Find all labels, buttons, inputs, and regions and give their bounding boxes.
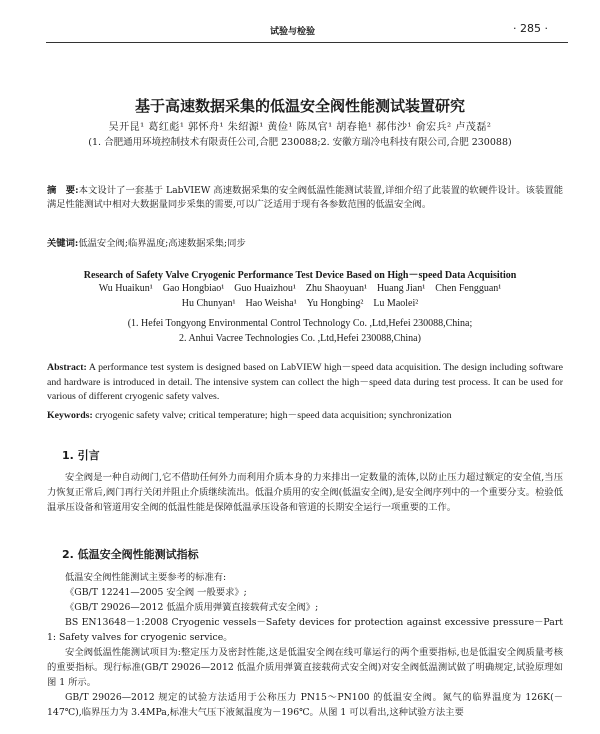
section-2-heading: 2. 低温安全阀性能测试指标: [62, 548, 199, 561]
authors-english-line: Wu Huaikun¹ Gao Hongbiao¹ Guo Huaizhou¹ Zhu Shaoyuan¹ Huang Jian¹ Chen Fengguan¹: [98, 283, 502, 294]
section-2-intro: 低温安全阀性能测试主要参考的标准有:: [65, 572, 227, 583]
abstract-chinese: [47, 184, 563, 212]
affiliation-english: [0, 316, 600, 346]
keywords-english: [47, 407, 563, 421]
journal-section-title: 试验与检验: [270, 27, 316, 37]
keywords-chinese-label: 关键词:: [47, 238, 79, 249]
section-2-paragraph: GB/T 29026—2012 规定的试验方法适用于公称压力 PN15～PN100 的低温安全阀。氮气的临界温度为 126K(－147℃),临界压力为 3.4MPa,标准大气压下液氮温度为－196℃。从图 1 可以看出,这种试验方法主要: [47, 692, 563, 718]
affiliation-chinese: (1. 合肥通用环境控制技术有限责任公司,合肥 230088;2. 安徽方瑞冷电科技有限公司,合肥 230088): [88, 137, 512, 148]
section-1-heading: 1. 引言: [62, 449, 100, 462]
section-2-body: [47, 570, 563, 720]
abstract-chinese-label: 摘 要:: [47, 185, 79, 196]
section-2-paragraph: 安全阀低温性能测试项目为:整定压力及密封性能,这是低温安全阀在线可靠运行的两个重要指标,也是低温安全阀质量考核的重要指标。现行标准(GB/T 29026—2012 低温介质用弹簧直接载荷式安全阀)对安全阀低温测试做了明确规定,试验原理如图 1 所示。: [47, 647, 563, 688]
abstract-english-text: A performance test system is designed based on LabVIEW high－speed data acquisition. The design including software and hardware is introduced in detail. The intensive system can collect the high－speed data during test process. It can be used for various of different cryogenic safety valves.: [47, 362, 563, 402]
abstract-chinese-text: 本文设计了一套基于 LabVIEW 高速数据采集的安全阀低温性能测试装置,详细介绍了此装置的软硬件设计。该装置能满足性能测试中相对大数据量同步采集的需要,可以广泛适用于现有各参数范围的低温安全阀。: [47, 185, 563, 210]
standard-item: BS EN13648－1:2008 Cryogenic vessels－Safety devices for protection against excessive pressure－Part 1: Safety valves for cryogenic service。: [47, 617, 563, 643]
standard-item: 《GB/T 29026—2012 低温介质用弹簧直接载荷式安全阀》;: [65, 602, 319, 613]
abstract-english-label: Abstract:: [47, 362, 87, 373]
authors-english-line: Hu Chunyan¹ Hao Weisha¹ Yu Hongbing² Lu Maolei²: [181, 298, 419, 309]
header-rule: [46, 42, 568, 43]
title-english: Research of Safety Valve Cryogenic Performance Test Device Based on High－speed Data Acquisition: [83, 270, 517, 281]
authors-chinese: 吴开昆¹ 葛红彪¹ 郭怀舟¹ 朱绍源¹ 黄俭¹ 陈凤官¹ 胡春艳¹ 郝伟沙¹ 俞宏兵² 卢茂磊²: [108, 122, 492, 133]
page-header: [0, 18, 600, 38]
standard-item: 《GB/T 12241—2005 安全阀 一般要求》;: [65, 587, 247, 598]
authors-english: [0, 281, 600, 311]
keywords-english-text: cryogenic safety valve; critical temperature; high－speed data acquisition; synchronization: [95, 410, 452, 421]
affiliation-english-line: (1. Hefei Tongyong Environmental Control Technology Co. ,Ltd,Hefei 230088,China;: [127, 318, 473, 329]
page-number: · 285 ·: [513, 22, 548, 35]
title-chinese: 基于高速数据采集的低温安全阀性能测试装置研究: [134, 97, 465, 115]
keywords-chinese: [47, 235, 563, 249]
keywords-english-label: Keywords:: [47, 410, 93, 421]
affiliation-english-line: 2. Anhui Vacree Technologies Co. ,Ltd,Hefei 230088,China): [179, 333, 421, 344]
section-1-paragraph: 安全阀是一种自动阀门,它不借助任何外力而利用介质本身的力来排出一定数量的流体,以防止压力超过额定的安全值,当压力恢复正常后,阀门再行关闭并阻止介质继续流出。低温介质用的安全阀(低温安全阀),是安全阀序列中的一个重要分支。检验低温承压设备和管道用安全阀的低温性能是保障低温承压设备和管道的长期安全运行一项重要的工作。: [47, 472, 563, 513]
abstract-english: [47, 361, 563, 405]
keywords-chinese-text: 低温安全阀;临界温度;高速数据采集;同步: [78, 238, 246, 249]
